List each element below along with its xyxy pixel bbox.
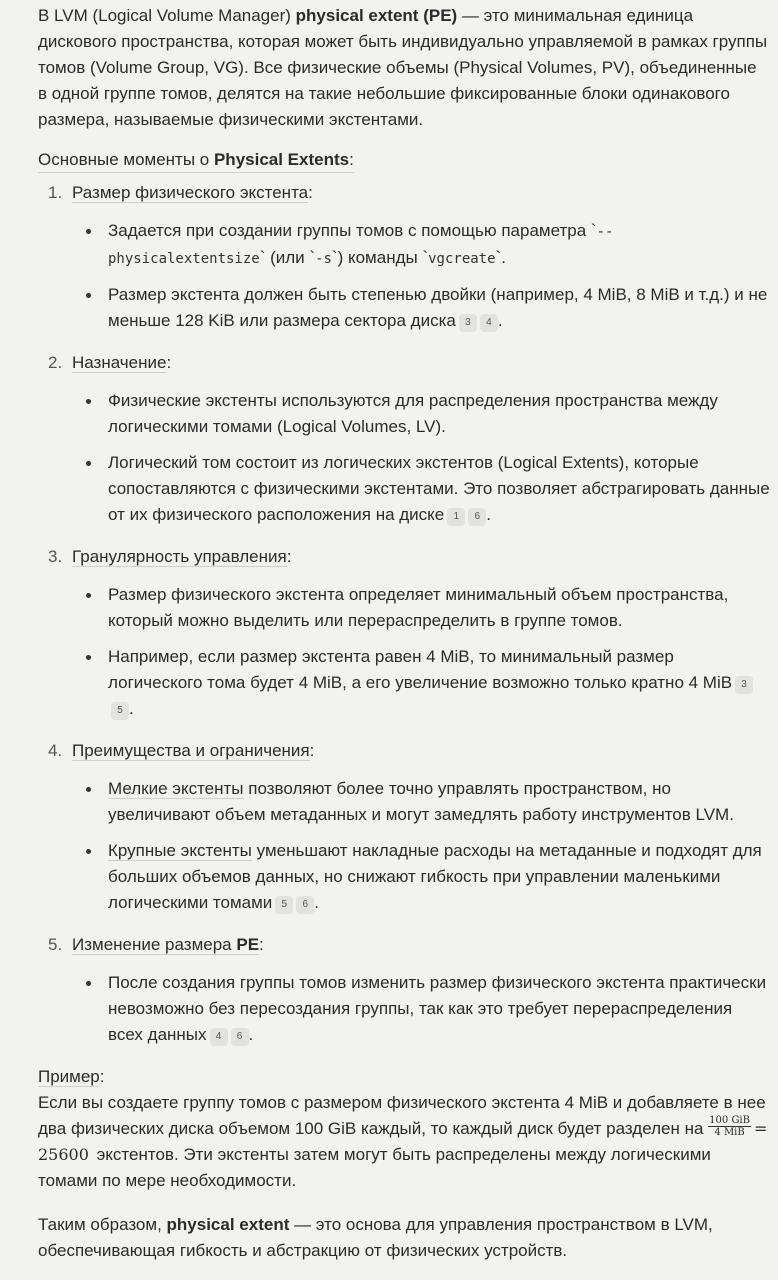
example-heading-line bbox=[38, 1064, 770, 1090]
section-number: 3. bbox=[48, 547, 63, 566]
main-heading bbox=[38, 148, 354, 173]
section-colon: : bbox=[309, 741, 315, 760]
citation-badge[interactable]: 5 bbox=[275, 896, 293, 914]
bullet-text: уменьшают накладные расходы на метаданные и подходят для больших объемов данных, но снижают гибкость при управлении маленькими логическими томами bbox=[108, 841, 762, 912]
citation-badge[interactable]: 1 bbox=[447, 508, 465, 526]
section-title: Преимущества и ограничения bbox=[72, 741, 310, 760]
bullet-item bbox=[108, 776, 770, 828]
section-title-bold: PE bbox=[236, 935, 260, 954]
main-heading-line bbox=[38, 147, 770, 173]
section-colon: : bbox=[308, 183, 313, 202]
bullet-text: ` (или ` bbox=[259, 248, 316, 267]
example-text-1: Если вы создаете группу томов с размером физического экстента 4 MiB и добавляете в нее два физических диска объемом 100 GiB каждый, то каждый диск будет разделен на bbox=[38, 1093, 766, 1138]
section-item bbox=[38, 932, 770, 1048]
main-heading-bold: Physical Extents bbox=[213, 150, 350, 169]
fraction bbox=[708, 1115, 751, 1138]
section-number: 5. bbox=[48, 935, 63, 954]
citation-badge[interactable]: 4 bbox=[210, 1028, 228, 1046]
code-s-flag: -s bbox=[315, 251, 332, 267]
citation-badge[interactable]: 6 bbox=[468, 508, 486, 526]
section-item bbox=[38, 180, 770, 334]
bullet-text: `) команды ` bbox=[331, 248, 429, 267]
bullet-text: Логический том состоит из логических экстентов (Logical Extents), которые сопоставляются с физическими экстентами. Это позволяет абстрагировать данные от их физического расположения на диске bbox=[108, 453, 770, 524]
section-title-text: Изменение размера bbox=[72, 935, 237, 954]
section-item bbox=[38, 350, 770, 528]
bullet-item bbox=[108, 282, 770, 334]
section-title: Назначение bbox=[72, 353, 167, 372]
section-item bbox=[38, 544, 770, 722]
main-heading-colon: : bbox=[349, 150, 354, 169]
citation-badge[interactable]: 3 bbox=[459, 314, 477, 332]
bullet-end: . bbox=[248, 1025, 254, 1044]
bullet-lead-term: Крупные экстенты bbox=[108, 841, 252, 860]
bullet-item bbox=[108, 582, 770, 634]
fraction-numerator: 100 GiB bbox=[709, 1115, 750, 1127]
equation-result: = 25600 bbox=[38, 1119, 768, 1164]
citation-badge[interactable]: 3 bbox=[735, 676, 753, 694]
bullet-item bbox=[108, 388, 770, 440]
bullet-list bbox=[72, 582, 770, 722]
code-physicalextentsize: --physicalextentsize bbox=[108, 224, 614, 267]
section-title-line bbox=[72, 180, 770, 206]
bullet-text: Размер экстента должен быть степенью двойки (например, 4 MiB, 8 MiB и т.д.) и не меньше 128 KiB или размера сектора диска bbox=[108, 285, 768, 330]
conclusion-paragraph bbox=[38, 1212, 770, 1264]
code-vgcreate: vgcreate bbox=[428, 251, 496, 267]
intro-text-2: — это минимальная единица дискового пространства, которая может быть индивидуально управляемой в рамках группы томов (Volume Group, VG). Все физические объемы (Physical Volumes, PV), объединенные в одной группе томов, делятся на такие небольшие фиксированные блоки одинакового размера, называемые физическими экстентами. bbox=[38, 6, 768, 129]
bullet-item bbox=[108, 450, 770, 528]
conclusion-text-1: Таким образом, bbox=[38, 1215, 167, 1234]
example-heading: Пример bbox=[38, 1067, 100, 1086]
bullet-item bbox=[108, 970, 770, 1048]
conclusion-bold-term: physical extent bbox=[166, 1215, 290, 1234]
bullet-item bbox=[108, 218, 770, 272]
bullet-lead-term: Мелкие экстенты bbox=[108, 779, 244, 798]
section-colon: : bbox=[259, 935, 264, 954]
citation-badge[interactable]: 4 bbox=[480, 314, 498, 332]
bullet-item bbox=[108, 644, 770, 722]
conclusion-text-2: — это основа для управления пространством в LVM, обеспечивающая гибкость и абстракцию от физических устройств. bbox=[38, 1215, 713, 1260]
bullet-text: позволяют более точно управлять пространством, но увеличивают объем метаданных и могут замедлять работу инструментов LVM. bbox=[108, 779, 734, 824]
fraction-denominator: 4 MiB bbox=[714, 1127, 745, 1139]
section-title-line bbox=[72, 544, 770, 570]
bullet-end: . bbox=[497, 311, 503, 330]
example-text-2: экстентов. Эти экстенты затем могут быть распределены между логическими томами по мере необходимости. bbox=[38, 1145, 711, 1190]
bullet-text: Размер физического экстента определяет минимальный объем пространства, который можно выделить или перераспределить в группе томов. bbox=[108, 585, 729, 630]
main-heading-text: Основные моменты о bbox=[38, 150, 214, 169]
section-colon: : bbox=[166, 353, 172, 372]
bullet-list bbox=[72, 388, 770, 528]
bullet-text: Задается при создании группы томов с помощью параметра ` bbox=[108, 221, 597, 240]
citation-badge[interactable]: 6 bbox=[231, 1028, 249, 1046]
bullet-text: После создания группы томов изменить размер физического экстента практически невозможно без пересоздания группы, так как это требует перераспределения всех данных bbox=[108, 973, 767, 1044]
section-number: 2. bbox=[48, 353, 63, 372]
bullet-list bbox=[72, 970, 770, 1048]
bullet-end: . bbox=[486, 505, 491, 524]
bullet-end: . bbox=[314, 893, 320, 912]
section-title-line bbox=[72, 932, 770, 958]
citation-badge[interactable]: 5 bbox=[111, 702, 129, 720]
bullet-list bbox=[72, 776, 770, 916]
intro-text-1: В LVM (Logical Volume Manager) bbox=[38, 6, 296, 25]
bullet-text: Например, если размер экстента равен 4 MiB, то минимальный размер логического тома будет 4 MiB, а его увеличение возможно только кратно 4 MiB bbox=[108, 647, 733, 692]
bullet-text: `. bbox=[495, 248, 506, 267]
section-title-line bbox=[72, 350, 770, 376]
section-title-line bbox=[72, 738, 770, 764]
bullet-item bbox=[108, 838, 770, 916]
intro-paragraph bbox=[38, 3, 770, 133]
bullet-list bbox=[72, 218, 770, 334]
bullet-text: Физические экстенты используются для распределения пространства между логическими томами (Logical Volumes, LV). bbox=[108, 391, 718, 436]
section-number: 1. bbox=[48, 183, 63, 202]
intro-bold-term: physical extent (PE) bbox=[295, 6, 458, 25]
section-title: Гранулярность управления bbox=[72, 547, 287, 566]
bullet-end: . bbox=[129, 699, 134, 718]
citation-badge[interactable]: 6 bbox=[296, 896, 314, 914]
section-title: Размер физического экстента bbox=[72, 183, 309, 202]
section-number: 4. bbox=[48, 741, 63, 760]
example-colon: : bbox=[99, 1067, 105, 1086]
section-colon: : bbox=[286, 547, 292, 566]
example-paragraph bbox=[38, 1090, 770, 1194]
section-title bbox=[72, 935, 259, 955]
sections-list bbox=[38, 180, 770, 1048]
section-item bbox=[38, 738, 770, 916]
